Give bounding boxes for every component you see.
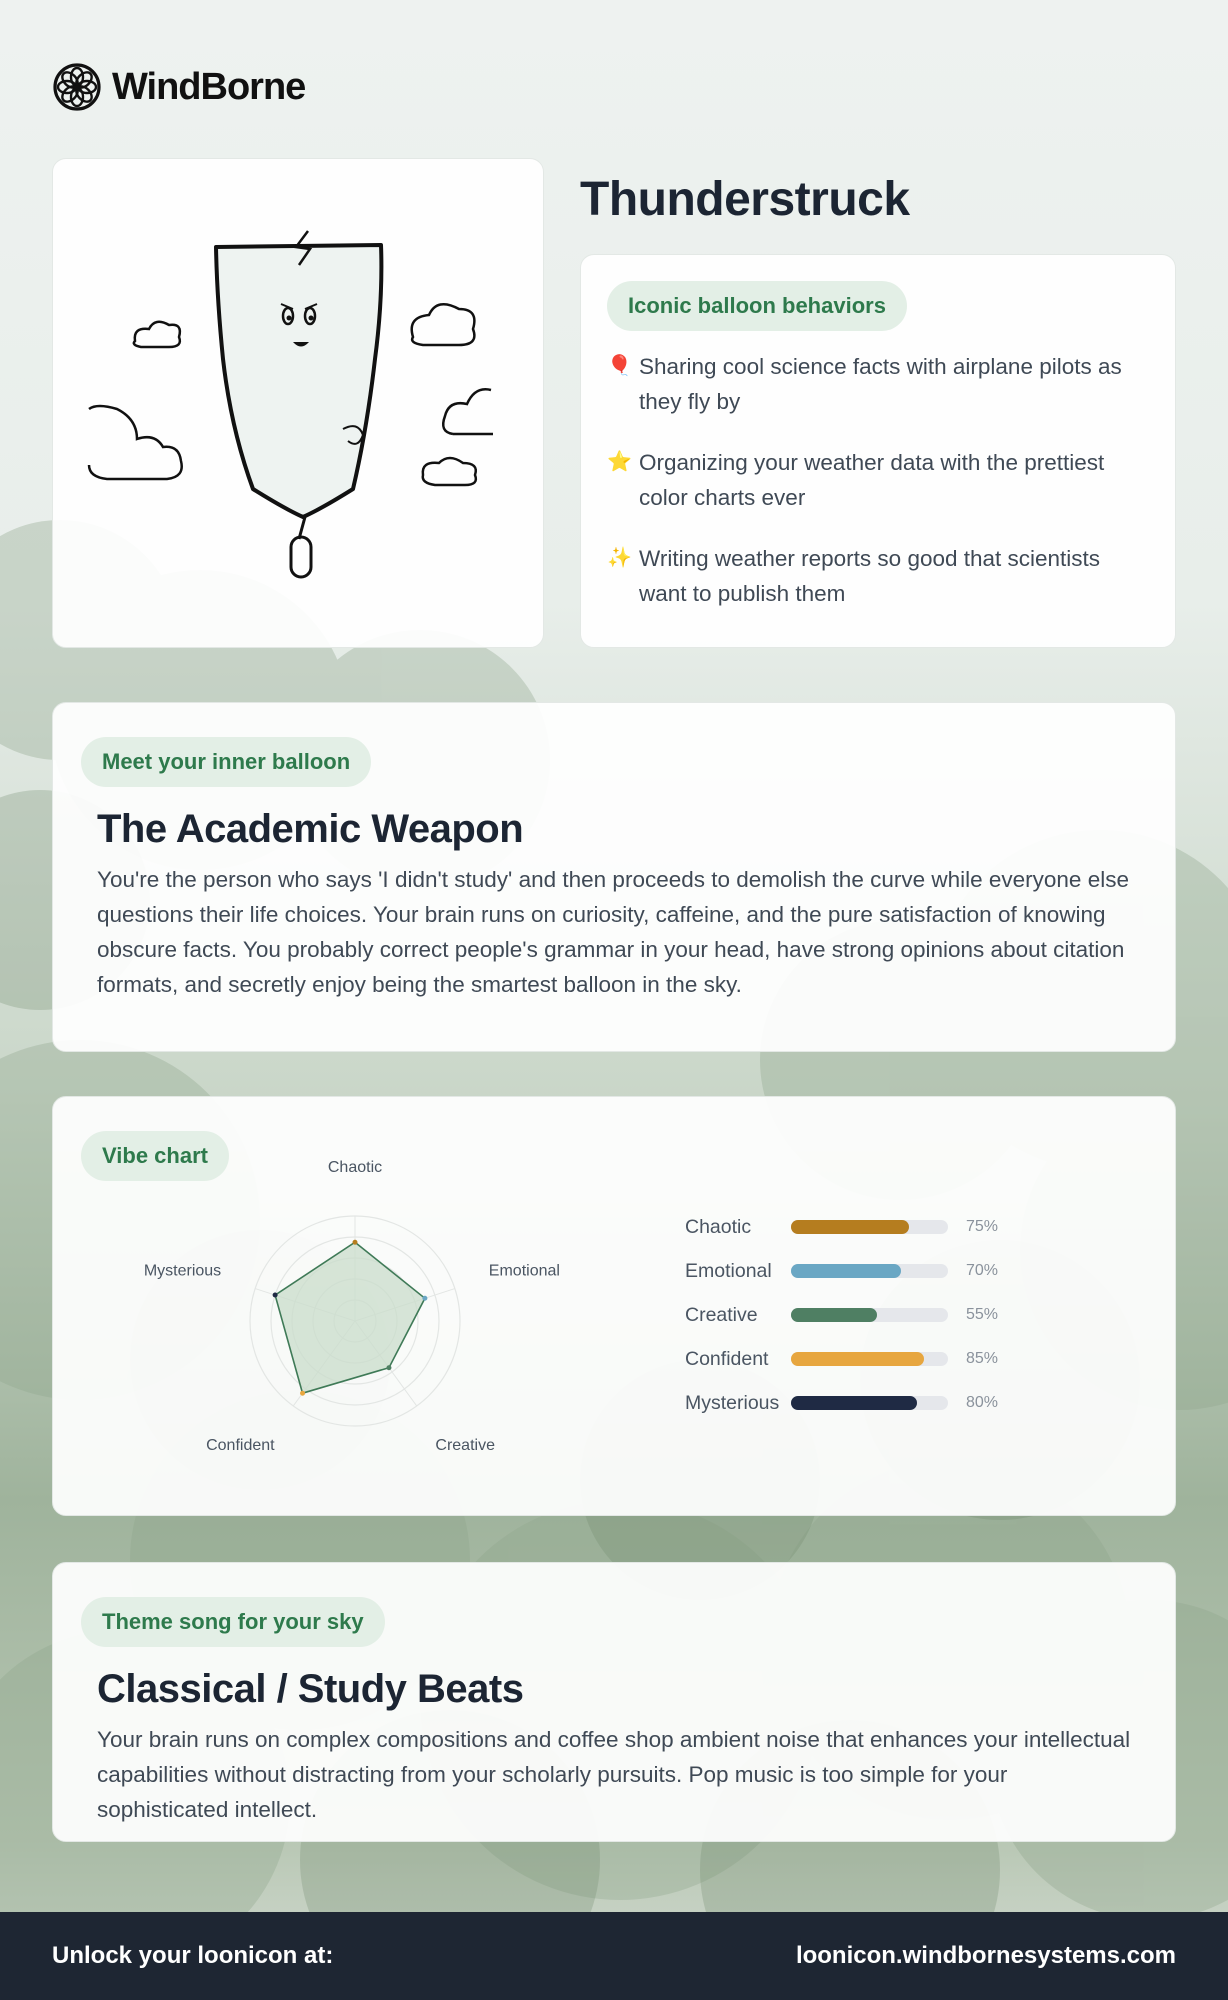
sparkles-icon: ✨ xyxy=(607,547,632,569)
star-icon: ⭐ xyxy=(607,451,632,473)
behavior-text: Organizing your weather data with the prettiest color charts ever xyxy=(639,450,1105,510)
balloon-character-illustration xyxy=(53,159,545,649)
loonicon-name: Thunderstruck xyxy=(580,173,910,226)
footer-bar xyxy=(0,1912,1228,2000)
vibe-bar-row-creative xyxy=(685,1293,998,1337)
footer-url-link[interactable]: loonicon.windbornesystems.com xyxy=(795,1942,1176,1969)
radar-point-mysterious xyxy=(273,1293,278,1298)
behavior-text: Writing weather reports so good that scientists want to publish them xyxy=(639,546,1101,606)
radar-label-mysterious: Mysterious xyxy=(143,1262,222,1280)
vibe-bar-fill xyxy=(791,1352,924,1366)
vibe-bar-row-emotional xyxy=(685,1249,998,1293)
behavior-text: Sharing cool science facts with airplane pilots as they fly by xyxy=(639,354,1122,414)
radar-series-polygon xyxy=(275,1242,425,1393)
vibe-bar-fill xyxy=(791,1308,877,1322)
behavior-item xyxy=(607,349,1149,419)
theme-song-description: Your brain runs on complex compositions and coffee shop ambient noise that enhances your intellectual capabilities without distracting from your scholarly pursuits. Pop music is too simple for your sophisticated intellect. xyxy=(97,1727,1131,1822)
vibe-bar-percent: 85% xyxy=(966,1350,999,1367)
radar-point-creative xyxy=(386,1365,391,1370)
vibe-chart-card xyxy=(52,1096,1176,1516)
theme-song-card xyxy=(52,1562,1176,1842)
vibe-bar-label: Confident xyxy=(685,1347,769,1370)
inner-balloon-card xyxy=(52,702,1176,1052)
balloon-illustration-card xyxy=(52,158,544,648)
radar-label-emotional: Emotional xyxy=(488,1262,560,1280)
vibe-chart-pill: Vibe chart xyxy=(81,1131,229,1181)
vibe-bar-track xyxy=(791,1352,948,1366)
vibe-bar-row-chaotic xyxy=(685,1205,998,1249)
inner-balloon-description: You're the person who says 'I didn't study' and then proceeds to demolish the curve while everyone else questions their life choices. Your brain runs on curiosity, caffeine, and the pure satisfaction of knowing obscure facts. You probably correct people's grammar in your head, have strong opinions about citation formats, and secretly enjoy being the smartest balloon in the sky. xyxy=(97,867,1129,997)
vibe-bar-percent: 80% xyxy=(966,1394,999,1411)
behavior-item xyxy=(607,541,1149,611)
behaviors-list xyxy=(607,349,1149,611)
vibe-bar-row-mysterious xyxy=(685,1381,998,1425)
vibe-bar-fill xyxy=(791,1396,917,1410)
vibe-bar-label: Emotional xyxy=(685,1259,772,1282)
vibe-bar-label: Mysterious xyxy=(685,1391,780,1414)
vibe-bar-label: Chaotic xyxy=(685,1215,752,1238)
brand-name: WindBorne xyxy=(112,65,306,108)
behaviors-pill: Iconic balloon behaviors xyxy=(607,281,907,331)
vibe-bar-track xyxy=(791,1396,948,1410)
balloon-icon: 🎈 xyxy=(607,355,632,377)
vibe-bar-list xyxy=(685,1205,998,1425)
radar-point-emotional xyxy=(422,1296,427,1301)
radar-label-creative: Creative xyxy=(435,1436,495,1454)
brand-logo[interactable] xyxy=(52,62,305,112)
vibe-bar-track xyxy=(791,1220,948,1234)
behaviors-card xyxy=(580,254,1176,648)
vibe-bar-track xyxy=(791,1308,948,1322)
vibe-bar-fill xyxy=(791,1264,901,1278)
vibe-bar-percent: 75% xyxy=(966,1218,999,1235)
radar-point-confident xyxy=(300,1391,305,1396)
vibe-bar-label: Creative xyxy=(685,1303,758,1326)
vibe-bar-row-confident xyxy=(685,1337,998,1381)
radar-point-chaotic xyxy=(353,1240,358,1245)
radar-label-confident: Confident xyxy=(206,1436,275,1454)
vibe-bar-fill xyxy=(791,1220,909,1234)
theme-song-pill: Theme song for your sky xyxy=(81,1597,385,1647)
inner-balloon-pill: Meet your inner balloon xyxy=(81,737,371,787)
windborne-flower-icon xyxy=(52,62,102,112)
inner-balloon-title: The Academic Weapon xyxy=(97,807,524,851)
vibe-bar-percent: 55% xyxy=(966,1306,999,1323)
radar-chart xyxy=(53,1097,653,1517)
behavior-item xyxy=(607,445,1149,515)
vibe-bar-track xyxy=(791,1264,948,1278)
theme-song-title: Classical / Study Beats xyxy=(97,1667,524,1711)
radar-label-chaotic: Chaotic xyxy=(327,1159,383,1176)
vibe-bar-percent: 70% xyxy=(966,1262,999,1279)
footer-cta: Unlock your loonicon at: xyxy=(52,1942,334,1969)
